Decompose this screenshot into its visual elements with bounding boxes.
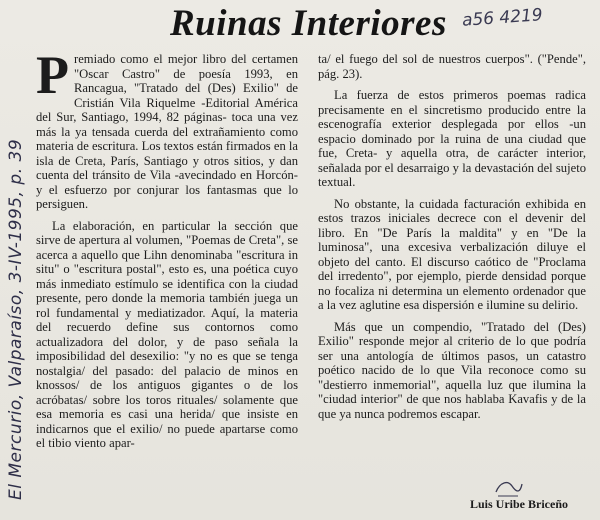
paragraph: No obstante, la cuidada facturación exhibida en estos trazos iniciales decrece con el devenir del libro. En "De París la maldita" y en "De la luminosa", una excesiva verbalización diluye el objeto del canto. El discurso caótico de "Proclama del irredento", por ejemplo, pierde densidad porque no focaliza ni determina un elemento ordenador que a la vez aglutine esa dispersión e ilumine su delirio. [318, 196, 586, 312]
paragraph: La fuerza de estos primeros poemas radica precisamente en el sincretismo producido entre la escenografía exterior desplegada por ellos -un espacio dominado por la ruina de una ciudad que fue, Creta- y aquella otra, de carácter interior, señalada por el desarraigo y la devastación del sujeto textual. [318, 88, 586, 189]
handwritten-catalog-code: a56 4219 [461, 5, 544, 31]
paragraph: Más que un compendio, "Tratado del (Des) Exilio" responde mejor al criterio de lo que podría ser una antología de últimos pasos, un catastro poético nacido de lo que Vila reconoce como su "destierro inmemorial", aquella luz que ilumina la "ciudad interior" de que nos hablaba Kavafis y de la que ya nunca podremos escapar. [318, 319, 586, 421]
paragraph: La elaboración, en particular la sección que sirve de apertura al volumen, "Poemas de Creta", se acerca a aquello que Lihn denominaba "escritura in situ" o "escritura postal", esto es, una poética cuyo más inmediato estímulo se identifica con la ciudad presente, pero donde la memoria también juega un rol fundamental y mediatizador. Aquí, la materia del recuerdo define sus contornos como actualizadora del dolor, y de paso señala la imposibilidad del desexilio: "y no es que se tenga nostalgia/ del pasado: del palacio de minos en knossos/ de los antiguos gigantes o de los acróbatas/ sobre los toros rituales/ solamente que esa memoria es casi una herida/ que insiste en indicarnos que el exilio/ no puede apartarse como el tibio viento apar- [36, 218, 298, 450]
right-column [318, 52, 586, 421]
paragraph: ta/ el fuego del sol de nuestros cuerpos". ("Pende", pág. 23). [318, 52, 586, 81]
article-title: Ruinas Interiores [170, 3, 447, 44]
paragraph [36, 45, 298, 212]
paragraph-text: remiado como el mejor libro del certamen "Oscar Castro" de poesía 1993, en Rancagua, "Tratado del (Des) Exilio" de Cristián Vila Riquelme -Editorial América del Sur, Santiago, 1994, 82 páginas- toca una vez más la ya tensada cuerda del extrañamiento como materia de escritura. Los textos están firmados en la isla de Creta, París, Santiago y otros sitios, y dan cuenta del tránsito de Vila -avecindado en Horcón- y el esfuerzo por conjurar los fantasmas que lo persiguen. [36, 52, 298, 211]
author-signature: Luis Uribe Briceño [470, 497, 568, 511]
left-column [36, 45, 298, 451]
handwritten-margin-note: El Mercurio, Valparaíso, 3-IV-1995, p. 39 [6, 138, 26, 500]
drop-cap: P [36, 45, 69, 105]
